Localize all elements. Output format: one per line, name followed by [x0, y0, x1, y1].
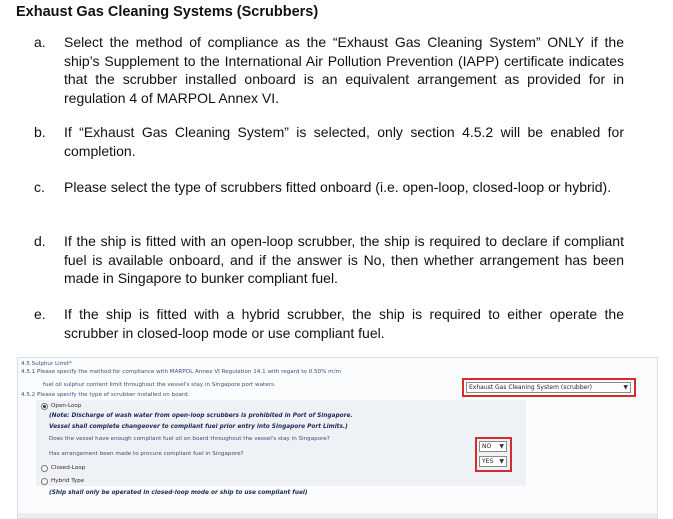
question-4-5-1-cont: fuel oil sulphur content limit throughout the vessel's stay in Singapore port waters. [43, 382, 276, 388]
question-4-5-2: 4.5.2 Please specify the type of scrubber installed on board. [21, 392, 190, 398]
list-text: If “Exhaust Gas Cleaning System” is selected, only section 4.5.2 will be enabled for completion. [64, 124, 624, 159]
page-heading: Exhaust Gas Cleaning Systems (Scrubbers) [16, 4, 319, 20]
hybrid-label: Hybrid Type [51, 478, 85, 484]
hybrid-radio[interactable] [41, 478, 48, 485]
list-letter: c. [34, 179, 45, 195]
method-select[interactable] [466, 382, 631, 393]
open-loop-note-line1: (Note: Discharge of wash water from open-loop scrubbers is prohibited in Port of Singapore. [49, 413, 353, 419]
list-item-b [34, 123, 624, 160]
list-text: Select the method of compliance as the “Exhaust Gas Cleaning System” ONLY if the ship’s Supplement to the International Air Pollution Prevention (IAPP) certificate indicates that the scrubber installed onboard is an equivalent arrangement as provided for in regulation 4 of MARPOL Annex VI. [64, 34, 624, 106]
chevron-down-icon: ▼ [499, 443, 504, 450]
hybrid-note: (Ship shall only be operated in closed-loop mode or ship to use compliant fuel) [49, 490, 308, 496]
open-loop-radio[interactable] [41, 403, 48, 410]
closed-loop-radio[interactable] [41, 465, 48, 472]
method-select-value: Exhaust Gas Cleaning System (scrubber) [469, 384, 593, 391]
chevron-down-icon: ▼ [623, 384, 628, 391]
arrangement-answer-select[interactable] [479, 456, 507, 467]
list-item-d [34, 232, 624, 288]
arrangement-question: Has arrangement been made to procure compliant fuel in Singapore? [49, 451, 244, 457]
fuel-question: Does the vessel have enough compliant fuel oil on board throughout the vessel's stay in Singapore? [49, 436, 330, 442]
open-loop-label: Open-Loop [51, 403, 82, 409]
list-letter: a. [34, 34, 46, 50]
form-screenshot [17, 357, 658, 519]
list-letter: b. [34, 124, 46, 140]
question-4-5-1: 4.5.1 Please specify the method for compliance with MARPOL Annex VI Regulation 14.1 with regard to 0.50% m/m [21, 369, 341, 375]
list-text: Please select the type of scrubbers fitted onboard (i.e. open-loop, closed-loop or hybrid). [64, 179, 612, 195]
closed-loop-label: Closed-Loop [51, 465, 86, 471]
panel-bottom-bar [18, 513, 657, 518]
fuel-answer-select[interactable] [479, 441, 507, 452]
list-item-a [34, 33, 624, 107]
list-letter: e. [34, 306, 46, 322]
list-letter: d. [34, 233, 46, 249]
list-text: If the ship is fitted with a hybrid scrubber, the ship is required to either operate the scrubber in closed-loop mode or use compliant fuel. [64, 306, 624, 341]
section-title: 4.5 Sulphur Limit* [21, 361, 72, 367]
arrangement-answer-value: YES [482, 458, 494, 465]
open-loop-note-line2: Vessel shall complete changeover to compliant fuel prior entry into Singapore Port Limits.) [49, 424, 348, 430]
list-item-c [34, 178, 624, 197]
chevron-down-icon: ▼ [499, 458, 504, 465]
list-text: If the ship is fitted with an open-loop scrubber, the ship is required to declare if compliant fuel is available onboard, and if the answer is No, then whether arrangement has been made in Singapore to bunker compliant fuel. [64, 233, 624, 286]
fuel-answer-value: NO [482, 443, 492, 450]
list-item-e [34, 305, 624, 342]
